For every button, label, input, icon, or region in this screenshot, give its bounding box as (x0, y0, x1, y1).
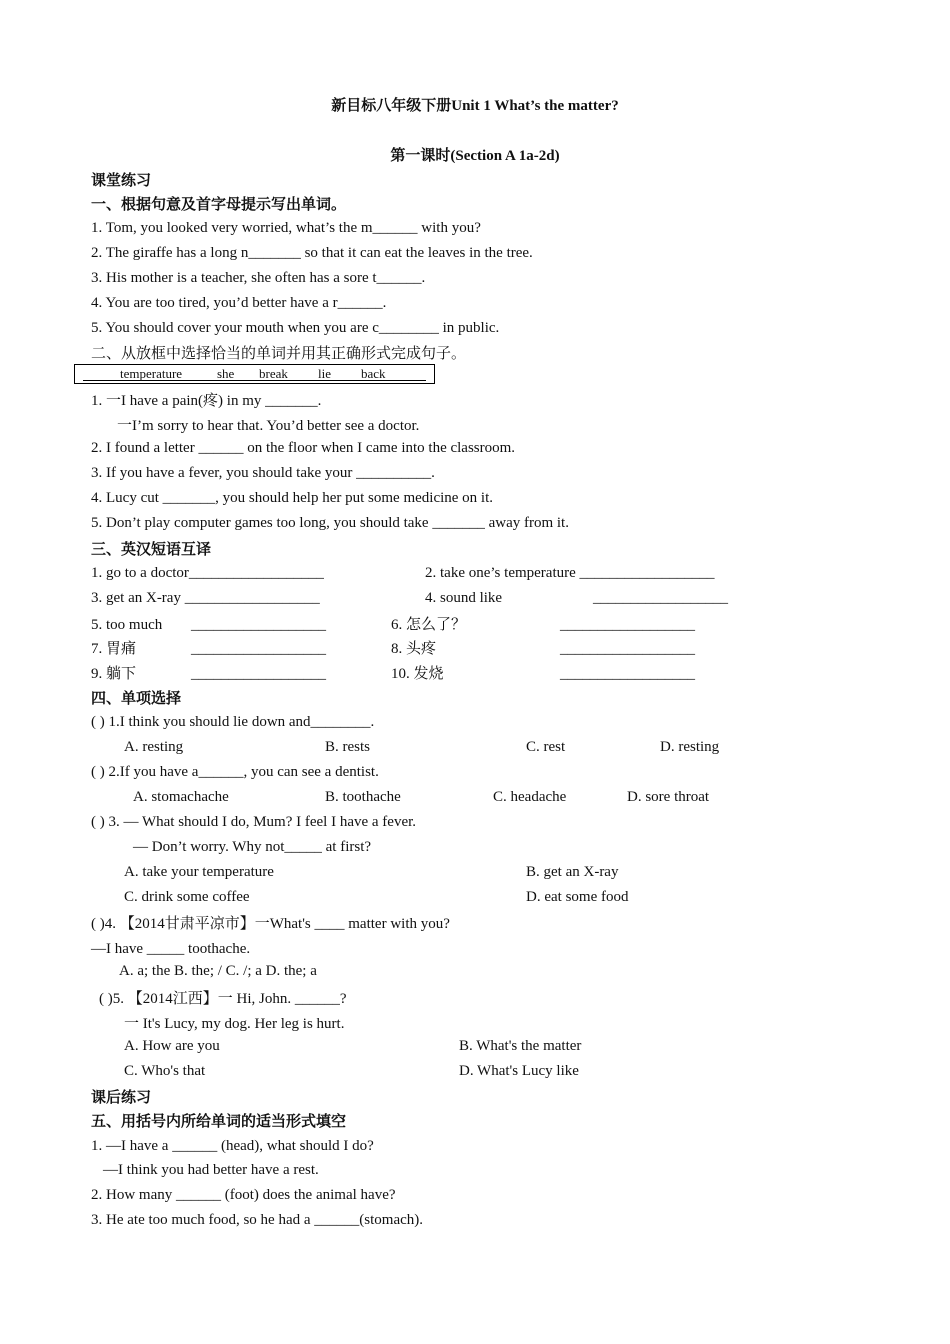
q1-option-d: D. resting (660, 739, 720, 755)
q2-option-c: C. headache (493, 789, 567, 805)
phrase-9: 9. 躺下 (91, 666, 137, 682)
phrase-6-blank: __________________ (560, 617, 695, 633)
part1-item-2: 2. The giraffe has a long n_______ so that it can eat the leaves in the tree. (91, 245, 533, 261)
word-box-item: lie (318, 366, 331, 381)
phrase-8-blank: __________________ (560, 641, 695, 657)
part2-item-1: 1. 一I have a pain(疼) in my _______. (91, 393, 322, 409)
page-title: 新目标八年级下册Unit 1 What’s the matter? (331, 98, 619, 114)
q3-stem: ( ) 3. — What should I do, Mum? I feel I have a fever. (91, 814, 417, 830)
part1-item-5: 5. You should cover your mouth when you are c________ in public. (91, 320, 500, 336)
part4-heading: 四、单项选择 (91, 691, 182, 707)
q2-option-b: B. toothache (325, 789, 401, 805)
phrase-1: 1. go to a doctor__________________ (91, 565, 324, 581)
phrase-7-blank: __________________ (191, 641, 326, 657)
q5-stem-line2: 一 It's Lucy, my dog. Her leg is hurt. (124, 1016, 345, 1032)
part2-item-2: 2. I found a letter ______ on the floor when I came into the classroom. (91, 440, 516, 456)
q3-option-d: D. eat some food (526, 889, 629, 905)
after-class-heading: 课后练习 (91, 1090, 152, 1106)
part1-item-3: 3. His mother is a teacher, she often has a sore t______. (91, 270, 426, 286)
phrase-4-blank: __________________ (593, 590, 728, 606)
part2-item-4: 4. Lucy cut _______, you should help her put some medicine on it. (91, 490, 494, 506)
q2-stem: ( ) 2.If you have a______, you can see a dentist. (91, 764, 379, 780)
phrase-2: 2. take one’s temperature __________________ (425, 565, 715, 581)
q4-stem: ( )4. 【2014甘肃平凉市】一What's ____ matter with you? (91, 916, 450, 932)
phrase-3: 3. get an X-ray __________________ (91, 590, 320, 606)
phrase-8: 8. 头疼 (391, 641, 437, 657)
part5-item-1: 1. —I have a ______ (head), what should I do? (91, 1138, 374, 1154)
part1-item-1: 1. Tom, you looked very worried, what’s the m______ with you? (91, 220, 481, 236)
word-box-item: she (217, 366, 235, 381)
q5-option-c: C. Who's that (124, 1063, 206, 1079)
part2-item-1-reply: 一I’m sorry to hear that. You’d better see a doctor. (117, 418, 420, 434)
q4-stem-line2: —I have _____ toothache. (91, 941, 251, 957)
q3-option-c: C. drink some coffee (124, 889, 250, 905)
phrase-10-blank: __________________ (560, 666, 695, 682)
phrase-5-blank: __________________ (191, 617, 326, 633)
class-practice-heading: 课堂练习 (91, 173, 152, 189)
phrase-6: 6. 怎么了？ (391, 617, 467, 633)
part2-item-3: 3. If you have a fever, you should take your __________. (91, 465, 435, 481)
page-subtitle: 第一课时(Section A 1a-2d) (390, 148, 560, 164)
word-box-item: temperature (120, 366, 183, 381)
part1-item-4: 4. You are too tired, you’d better have a r______. (91, 295, 387, 311)
word-box-item: back (361, 366, 386, 381)
q1-option-a: A. resting (124, 739, 184, 755)
q3-option-a: A. take your temperature (124, 864, 274, 880)
q3-stem-line2: — Don’t worry. Why not_____ at first? (133, 839, 372, 855)
q1-stem: ( ) 1.I think you should lie down and________. (91, 714, 375, 730)
phrase-4: 4. sound like (425, 590, 503, 606)
part2-item-5: 5. Don’t play computer games too long, you should take _______ away from it. (91, 515, 569, 531)
word-box-item: break (259, 366, 288, 381)
phrase-10: 10. 发烧 (391, 666, 444, 682)
part5-item-1-reply: —I think you had better have a rest. (103, 1162, 319, 1178)
part5-item-2: 2. How many ______ (foot) does the animal have? (91, 1187, 396, 1203)
q1-option-b: B. rests (325, 739, 370, 755)
part5-heading: 五、用括号内所给单词的适当形式填空 (91, 1114, 347, 1130)
phrase-7: 7. 胃痛 (91, 641, 137, 657)
q5-option-a: A. How are you (124, 1038, 220, 1054)
q5-option-b: B. What's the matter (459, 1038, 582, 1054)
phrase-9-blank: __________________ (191, 666, 326, 682)
q5-stem: ( )5. 【2014江西】一 Hi, John. ______? (99, 991, 347, 1007)
part5-item-3: 3. He ate too much food, so he had a ______(stomach). (91, 1212, 423, 1228)
q2-option-d: D. sore throat (627, 789, 710, 805)
part3-heading: 三、英汉短语互译 (91, 542, 212, 558)
phrase-5: 5. too much (91, 617, 163, 633)
q1-option-c: C. rest (526, 739, 566, 755)
q4-options: A. a; the B. the; / C. /; a D. the; a (119, 963, 317, 979)
part2-heading: 二、从放框中选择恰当的单词并用其正确形式完成句子。 (91, 346, 467, 362)
q3-option-b: B. get an X-ray (526, 864, 619, 880)
q5-option-d: D. What's Lucy like (459, 1063, 579, 1079)
part1-heading: 一、根据句意及首字母提示写出单词。 (91, 197, 347, 213)
q2-option-a: A. stomachache (133, 789, 229, 805)
word-box (74, 364, 435, 384)
